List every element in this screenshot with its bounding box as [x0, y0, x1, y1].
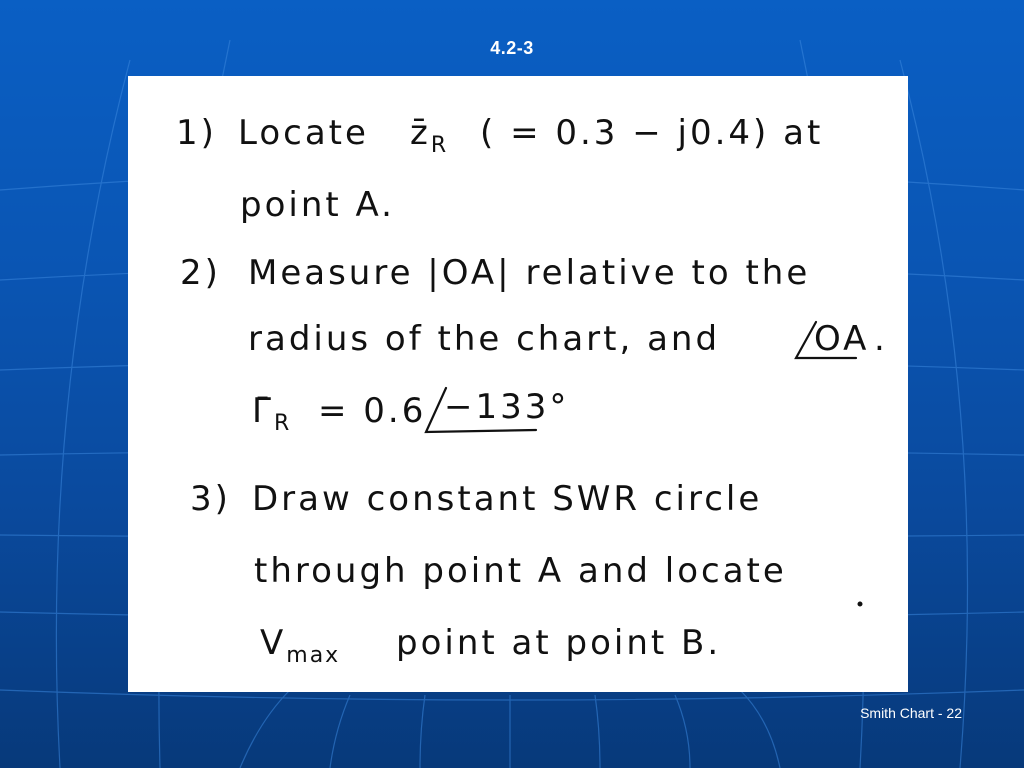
step-1-symbol: $z̄_R$	[410, 113, 449, 158]
step-1-text: Locate	[238, 113, 369, 153]
step-1-expression: ( = 0.3 − j0.4) at	[480, 113, 824, 153]
step-3-number: 3)	[190, 479, 231, 519]
handwritten-notes-panel	[128, 76, 908, 692]
angle-marks	[128, 76, 908, 692]
step-3-text-line3: point at point B.	[396, 623, 722, 663]
step-1-text-line2: point A.	[240, 185, 395, 225]
stray-dot	[859, 603, 862, 606]
step-2-number: 2)	[180, 253, 221, 293]
step-2-result-angle: −133°	[444, 387, 570, 427]
slide-title: 4.2-3	[490, 38, 534, 58]
slide-footer: Smith Chart - 22	[860, 705, 962, 721]
step-1-number: 1)	[176, 113, 217, 153]
step-2-text-line2: radius of the chart, and	[248, 319, 721, 359]
step-3-text: Draw constant SWR circle	[252, 479, 763, 519]
step-2-text: Measure |OA| relative to the	[248, 253, 811, 293]
step-3-vmax: $V_{max}$	[260, 623, 341, 668]
step-3-text-line2: through point A and locate	[254, 551, 787, 591]
step-2-angle-period: .	[874, 319, 888, 359]
step-2-result-value: = 0.6	[318, 391, 427, 431]
step-2-result-symbol: $\Gammā_R$	[252, 391, 292, 436]
step-2-angle-label: OA	[814, 319, 870, 359]
